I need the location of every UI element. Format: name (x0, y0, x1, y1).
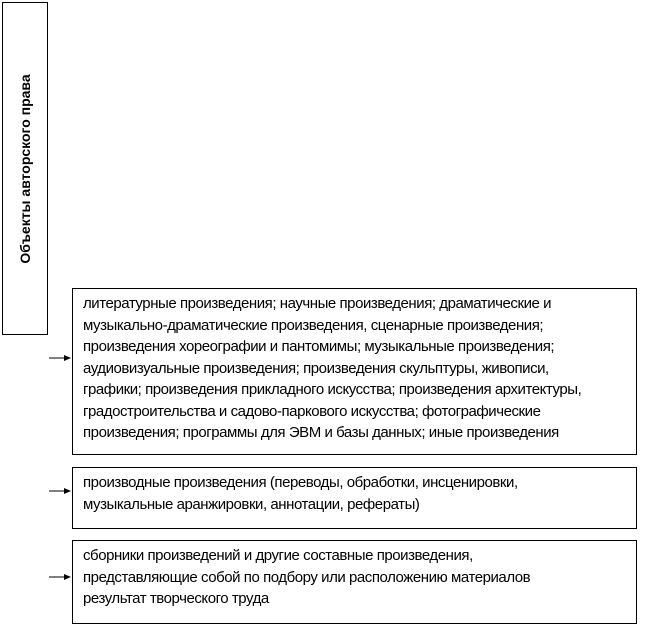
category-box-composite-works: сборники произведений и другие составные произведения, представляющие собой по подбору или расположению материалов результат творческого труда (72, 540, 637, 624)
arrow-to-item-2 (49, 488, 71, 494)
category-box-works: литературные произведения; научные произведения; драматические и музыкально-драматические произведения, сценарные произведения; произведения хореографии и пантомимы; музыкальные произведения; аудиовизуальные произведения; произведения скульптуры, живописи, графики; произведения прикладного искусства; произведения архитектуры, градостроительства и садово-паркового искусства; фотографические произведения; программы для ЭВМ и базы данных; иные произведения (72, 288, 637, 455)
diagram-title: Объекты авторского права (17, 73, 33, 264)
arrow-to-item-3 (49, 574, 71, 580)
arrow-to-item-1 (49, 355, 71, 361)
category-box-derivative-works: производные произведения (переводы, обработки, инсценировки, музыкальные аранжировки, аннотации, рефераты) (72, 467, 637, 529)
